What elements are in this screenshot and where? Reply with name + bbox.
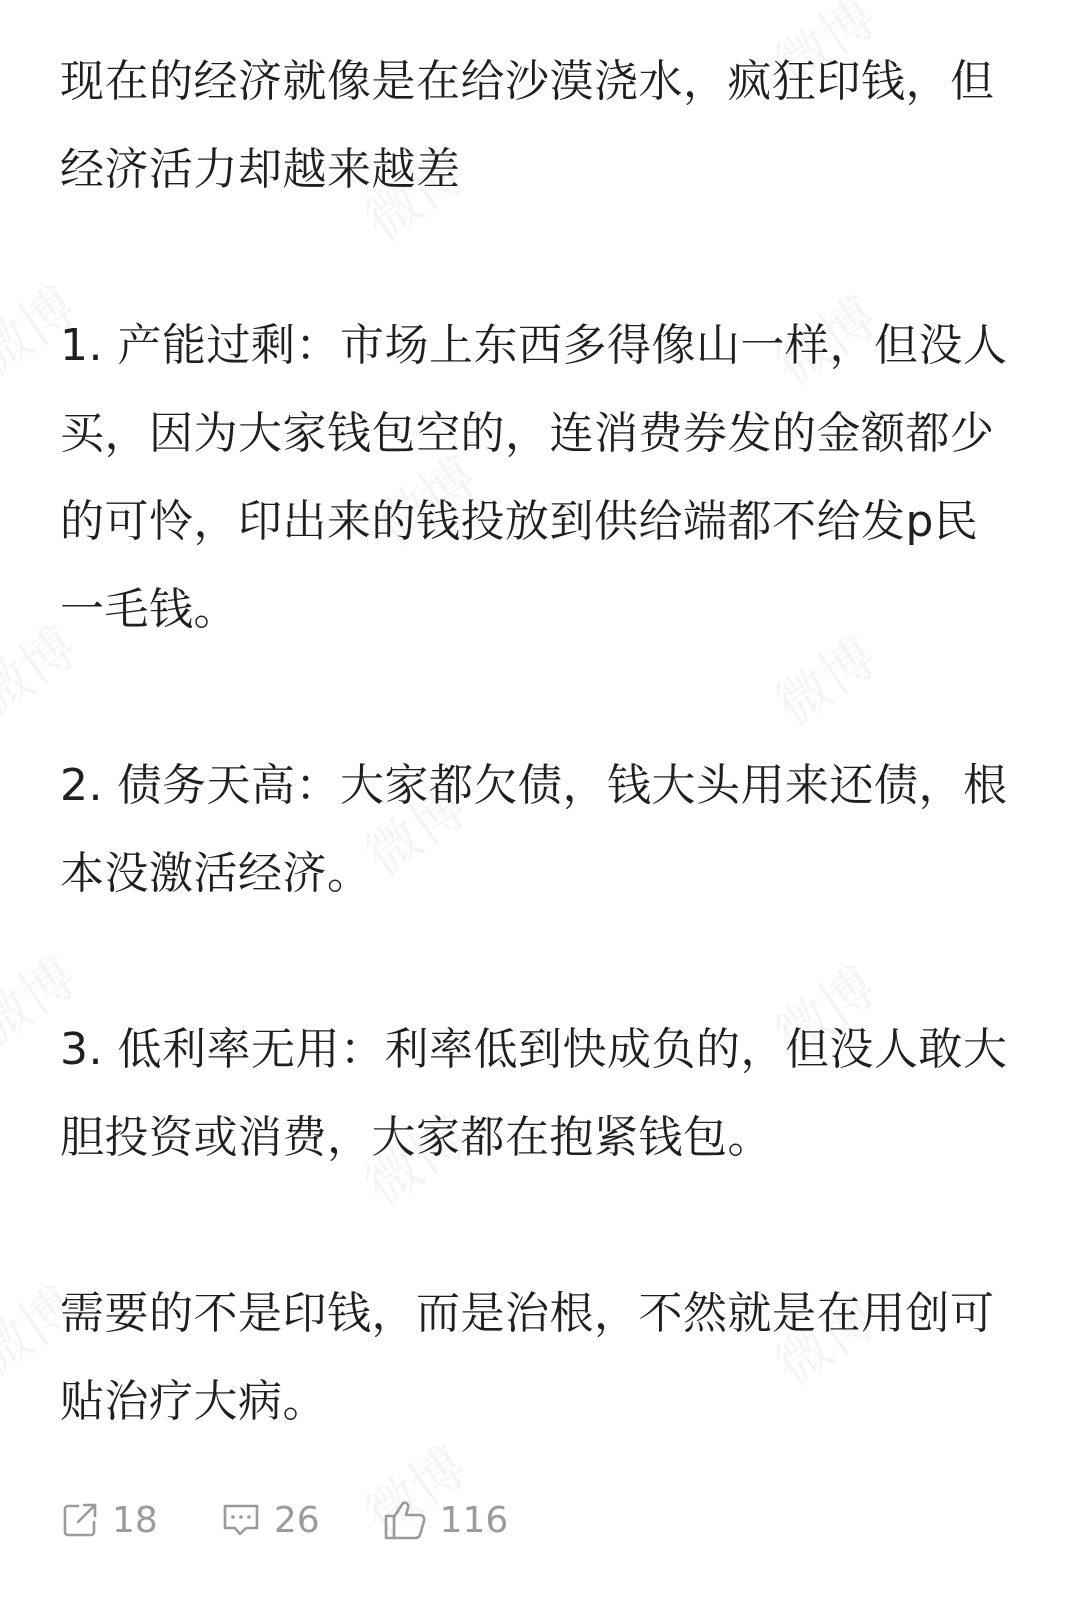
repost-icon — [60, 1500, 100, 1540]
paragraph-gap — [60, 654, 1020, 742]
action-bar — [60, 1490, 570, 1550]
comment-count: 26 — [273, 1499, 320, 1541]
post-paragraph-point-2: 2. 债务天高：大家都欠债，钱大头用来还债，根本没激活经济。 — [60, 760, 1008, 899]
like-button[interactable] — [382, 1498, 509, 1542]
post-paragraph-conclusion: 需要的不是印钱，而是治根，不然就是在用创可贴治疗大病。 — [60, 1288, 995, 1427]
paragraph-gap — [60, 918, 1020, 1006]
post-paragraph-point-1: 1. 产能过剩：市场上东西多得像山一样，但没人买，因为大家钱包空的，连消费券发的金额都少的可怜，印出来的钱投放到供给端都不给发p民一毛钱。 — [60, 320, 1008, 635]
comment-icon — [220, 1500, 262, 1540]
thumbs-up-icon — [382, 1498, 428, 1542]
post-body — [60, 38, 1020, 1446]
comment-button[interactable] — [220, 1500, 320, 1541]
paragraph-gap — [60, 1182, 1020, 1270]
repost-button[interactable] — [60, 1500, 158, 1541]
repost-count: 18 — [112, 1499, 158, 1541]
post-paragraph-intro: 现在的经济就像是在给沙漠浇水，疯狂印钱，但经济活力却越来越差 — [60, 56, 995, 195]
post-paragraph-point-3: 3. 低利率无用：利率低到快成负的，但没人敢大胆投资或消费，大家都在抱紧钱包。 — [60, 1024, 1008, 1163]
like-count: 116 — [439, 1499, 509, 1541]
paragraph-gap — [60, 214, 1020, 302]
